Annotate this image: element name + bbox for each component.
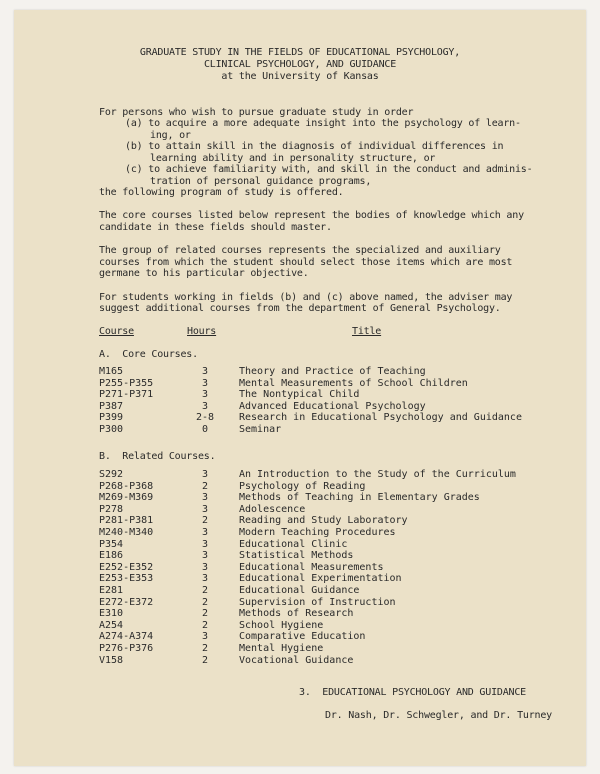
course-code: M269-M369 (99, 492, 154, 504)
course-row (14, 412, 586, 424)
course-hours: 2 (201, 619, 209, 631)
course-row (14, 424, 586, 436)
course-code: S292 (99, 469, 124, 480)
intro-tail: the following program of study is offered. (99, 187, 344, 198)
course-row (14, 515, 586, 527)
course-code: E253-E353 (99, 573, 154, 585)
course-row (14, 481, 586, 493)
course-title: Mental Measurements of School Children (239, 377, 468, 389)
course-title: Comparative Education (239, 631, 366, 643)
course-hours: 2 (201, 515, 209, 527)
course-row (14, 378, 586, 390)
course-code: P399 (99, 412, 124, 424)
intro-item-c: (c) to achieve familiarity with, and skill in the conduct and adminis- (125, 164, 533, 175)
course-row (14, 389, 586, 401)
course-row (14, 620, 586, 632)
header-line-2: CLINICAL PSYCHOLOGY, AND GUIDANCE (203, 59, 397, 70)
course-row (14, 643, 586, 655)
related-paragraph-3: germane to his particular objective. (99, 268, 309, 279)
course-hours: 3 (201, 377, 209, 389)
course-code: P268-P368 (99, 480, 154, 492)
course-title: Adolescence (239, 503, 306, 515)
course-hours: 3 (201, 561, 209, 573)
course-title: School Hygiene (239, 619, 324, 631)
column-header-title: Title (352, 326, 382, 337)
course-title: Mental Hygiene (239, 643, 324, 654)
course-hours: 3 (201, 550, 209, 562)
column-header-course: Course (99, 326, 134, 337)
adviser-paragraph-2: suggest additional courses from the department of General Psychology. (99, 303, 501, 314)
course-row (14, 585, 586, 597)
course-row (14, 469, 586, 481)
course-hours: 3 (201, 527, 209, 538)
course-hours: 2 (201, 643, 209, 654)
core-paragraph-2: candidate in these fields should master. (99, 222, 332, 233)
course-hours: 3 (201, 631, 209, 643)
course-title: Educational Measurements (239, 561, 384, 573)
section-a-heading: A. Core Courses. (99, 349, 198, 360)
intro-item-c-cont: tration of personal guidance programs, (150, 176, 372, 187)
course-title: The Nontypical Child (239, 389, 360, 401)
course-row (14, 492, 586, 504)
course-code: M240-M340 (99, 527, 154, 538)
course-row (14, 573, 586, 585)
course-hours: 2 (201, 608, 209, 620)
course-row (14, 366, 586, 378)
course-code: M165 (99, 366, 124, 377)
related-paragraph-1: The group of related courses represents the specialized and auxiliary (99, 245, 501, 256)
course-code: P276-P376 (99, 643, 154, 654)
course-row (14, 562, 586, 574)
course-row (14, 550, 586, 562)
course-title: Seminar (239, 424, 282, 435)
course-hours: 2 (201, 480, 209, 492)
section-b-heading: B. Related Courses. (99, 451, 216, 462)
header-line-3: at the University of Kansas (221, 71, 379, 82)
course-code: P278 (99, 503, 124, 515)
course-row (14, 597, 586, 609)
course-code: E272-E372 (99, 596, 154, 608)
header-line-1: GRADUATE STUDY IN THE FIELDS OF EDUCATIONAL PSYCHOLOGY, (139, 47, 461, 58)
course-hours: 2 (201, 654, 209, 666)
course-code: P387 (99, 400, 124, 412)
course-title: Theory and Practice of Teaching (239, 366, 426, 377)
course-hours: 2 (201, 585, 209, 596)
course-title: Reading and Study Laboratory (239, 515, 408, 527)
adviser-paragraph-1: For students working in fields (b) and (c) above named, the adviser may (99, 292, 513, 303)
course-hours: 2-8 (195, 412, 215, 424)
course-hours: 3 (201, 469, 209, 480)
course-code: E186 (99, 550, 124, 562)
faculty-names: Dr. Nash, Dr. Schwegler, and Dr. Turney (325, 710, 552, 721)
course-title: Research in Educational Psychology and Guidance (239, 412, 522, 424)
course-code: P255-P355 (99, 377, 154, 389)
course-title: Educational Experimentation (239, 573, 402, 585)
course-hours: 3 (201, 492, 209, 504)
course-hours: 3 (201, 503, 209, 515)
course-code: E252-E352 (99, 561, 154, 573)
course-title: Educational Clinic (239, 538, 348, 550)
course-code: P271-P371 (99, 389, 154, 401)
course-row (14, 527, 586, 539)
course-title: Vocational Guidance (239, 654, 354, 666)
course-code: P300 (99, 424, 124, 435)
course-title: Statistical Methods (239, 550, 354, 562)
course-row (14, 655, 586, 667)
course-hours: 3 (201, 400, 209, 412)
course-hours: 3 (201, 573, 209, 585)
course-title: Psychology of Reading (239, 480, 366, 492)
intro-item-a: (a) to acquire a more adequate insight into the psychology of learn- (125, 118, 521, 129)
course-title: Educational Guidance (239, 585, 360, 596)
course-hours: 3 (201, 538, 209, 550)
intro-lead: For persons who wish to pursue graduate study in order (99, 107, 414, 118)
document-page (14, 10, 586, 766)
course-title: Modern Teaching Procedures (239, 527, 396, 538)
course-title: Methods of Research (239, 608, 354, 620)
intro-item-b: (b) to attain skill in the diagnosis of individual differences in (125, 141, 504, 152)
course-code: A274-A374 (99, 631, 154, 643)
course-code: E310 (99, 608, 124, 620)
course-code: P281-P381 (99, 515, 154, 527)
column-header-hours: Hours (187, 326, 217, 337)
course-title: Supervision of Instruction (239, 596, 396, 608)
course-row (14, 539, 586, 551)
course-hours: 2 (201, 596, 209, 608)
course-hours: 0 (201, 424, 209, 435)
course-code: E281 (99, 585, 124, 596)
course-code: V158 (99, 654, 124, 666)
course-title: An Introduction to the Study of the Curriculum (239, 469, 516, 480)
course-hours: 3 (201, 366, 209, 377)
course-title: Advanced Educational Psychology (239, 400, 426, 412)
course-hours: 3 (201, 389, 209, 401)
course-row (14, 504, 586, 516)
course-row (14, 631, 586, 643)
related-paragraph-2: courses from which the student should select those items which are most (99, 257, 513, 268)
course-row (14, 608, 586, 620)
course-code: P354 (99, 538, 124, 550)
intro-item-b-cont: learning ability and in personality structure, or (150, 153, 436, 164)
program-title: 3. EDUCATIONAL PSYCHOLOGY AND GUIDANCE (299, 687, 526, 698)
course-code: A254 (99, 619, 124, 631)
course-row (14, 401, 586, 413)
course-title: Methods of Teaching in Elementary Grades (239, 492, 480, 504)
intro-item-a-cont: ing, or (150, 130, 191, 141)
core-paragraph-1: The core courses listed below represent the bodies of knowledge which any (99, 210, 524, 221)
